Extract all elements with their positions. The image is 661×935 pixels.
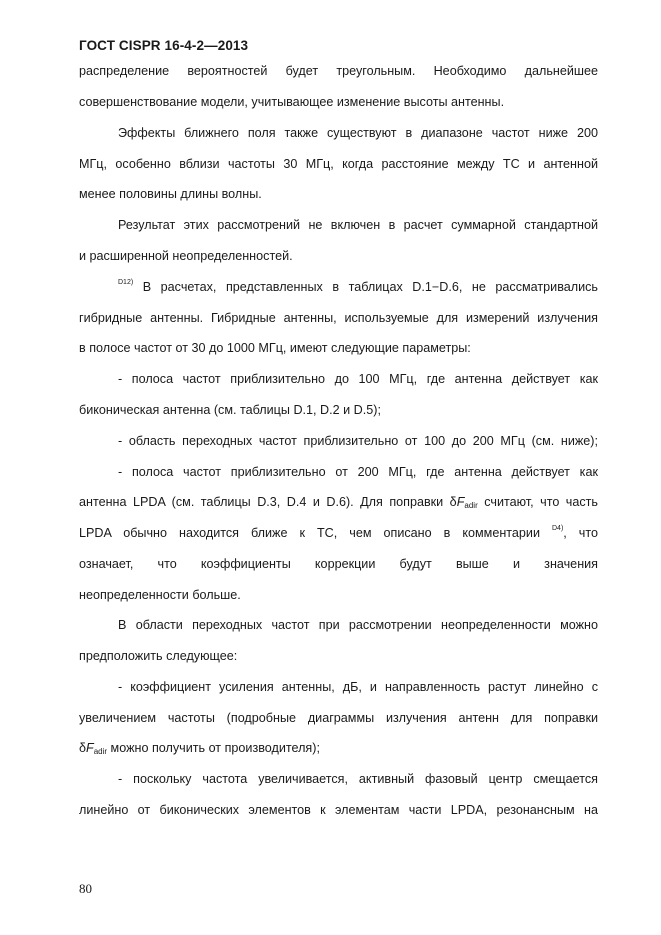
text-line: $\delta F_{adir}$ можно получить от производителя); [79, 741, 320, 756]
list-item: - полоса частот приблизительно от 200 МГц, где антенна действует как [118, 465, 598, 479]
text-line: распределение вероятностей будет треугольным. Необходимо дальнейшее [79, 64, 598, 78]
text-line: LPDA обычно находится ближе к ТС, чем описано в комментарии $^{D4)}$, что [79, 525, 598, 540]
text-line: означает, что коэффициенты коррекции будут выше и значения [79, 557, 598, 571]
text-line: линейно от биконических элементов к элементам части LPDA, резонансным на [79, 803, 598, 817]
text-line: В области переходных частот при рассмотрении неопределенности можно [118, 618, 598, 632]
text-line: менее половины длины волны. [79, 187, 262, 201]
text-line: МГц, особенно вблизи частоты 30 МГц, когда расстояние между ТС и антенной [79, 157, 598, 171]
text-line: в полосе частот от 30 до 1000 МГц, имеют следующие параметры: [79, 341, 471, 355]
text-line: биконическая антенна (см. таблицы D.1, D.2 и D.5); [79, 403, 381, 417]
list-item: - полоса частот приблизительно до 100 МГц, где антенна действует как [118, 372, 598, 386]
variable-f: F [456, 495, 465, 509]
variable-f: F [86, 741, 94, 755]
text-line: Эффекты ближнего поля также существуют в диапазоне частот ниже 200 [118, 126, 598, 140]
text-line: совершенствование модели, учитывающее изменение высоты антенны. [79, 95, 505, 109]
text-line: гибридные антенны. Гибридные антенны, используемые для измерений излучения [79, 311, 598, 325]
text-line: неопределенности больше. [79, 588, 241, 602]
footnote-ref: D12) [118, 279, 134, 286]
text-line: предположить следующее: [79, 649, 238, 663]
subscript: adir [93, 747, 108, 756]
list-item: - поскольку частота увеличивается, активный фазовый центр смещается [118, 772, 598, 786]
footnote-ref: D4) [552, 525, 564, 532]
subscript: adir [464, 501, 478, 510]
text-line: антенна LPDA (см. таблицы D.3, D.4 и D.6). Для поправки $\delta F_{adir}$ считают, что часть [79, 495, 598, 510]
text-line: Результат этих рассмотрений не включен в расчет суммарной стандартной [118, 218, 598, 232]
text-line: увеличением частоты (подробные диаграммы излучения антенн для поправки [79, 711, 598, 725]
document-header: ГОСТ CISPR 16-4-2—2013 [79, 38, 249, 53]
page-number: 80 [79, 881, 92, 896]
text-line: $^{D12)}$ В расчетах, представленных в таблицах D.1−D.6, не рассматривались [118, 279, 598, 294]
list-item: - коэффициент усиления антенны, дБ, и направленность растут линейно с [118, 680, 598, 694]
text-line: и расширенной неопределенностей. [79, 249, 293, 263]
list-item: - область переходных частот приблизительно от 100 до 200 МГц (см. ниже); [118, 434, 598, 448]
